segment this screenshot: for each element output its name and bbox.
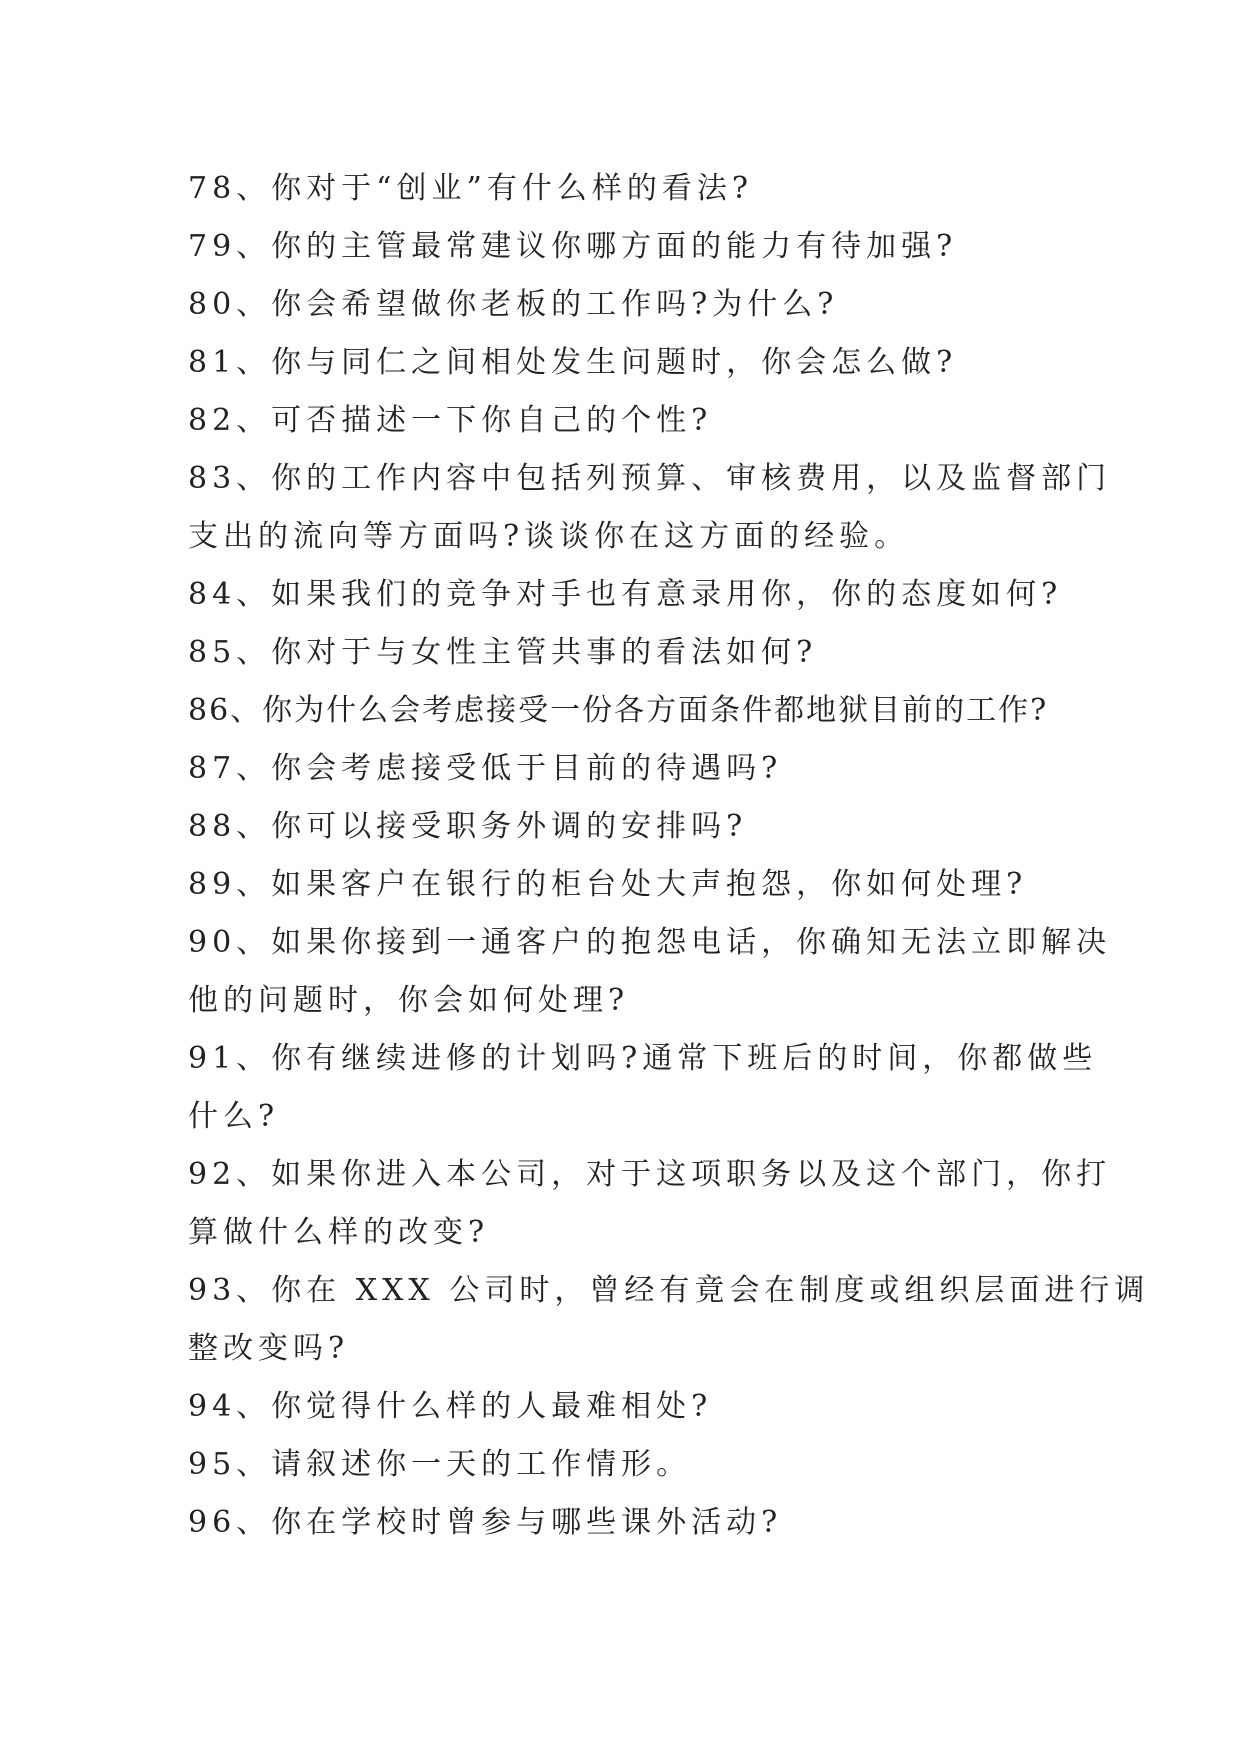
text-line: 95、请叙述你一天的工作情形。 <box>188 1447 692 1482</box>
text-line: 96、你在学校时曾参与哪些课外活动? <box>188 1505 783 1540</box>
text-line: 86、你为什么会考虑接受一份各方面条件都地狱目前的工作? <box>188 693 1049 728</box>
text-line: 81、你与同仁之间相处发生问题时，你会怎么做? <box>188 345 958 380</box>
text-line: 90、如果你接到一通客户的抱怨电话，你确知无法立即解决 <box>188 925 1112 960</box>
question-list <box>188 160 1150 1552</box>
text-line: 88、你可以接受职务外调的安排吗? <box>188 809 748 844</box>
text-line: 91、你有继续进修的计划吗?通常下班后的时间，你都做些 <box>188 1041 1098 1076</box>
text-line: 79、你的主管最常建议你哪方面的能力有待加强? <box>188 229 958 264</box>
text-line: 80、你会希望做你老板的工作吗?为什么? <box>188 287 839 322</box>
text-line: 支出的流向等方面吗?谈谈你在这方面的经验。 <box>188 519 910 554</box>
text-line: 他的问题时，你会如何处理? <box>188 983 630 1018</box>
text-line: 整改变吗? <box>188 1331 350 1366</box>
text-line: 92、如果你进入本公司，对于这项职务以及这个部门，你打 <box>188 1157 1112 1192</box>
text-line: 87、你会考虑接受低于目前的待遇吗? <box>188 751 783 786</box>
text-line: 85、你对于与女性主管共事的看法如何? <box>188 635 818 670</box>
text-line: 93、你在 XXX 公司时，曾经有竟会在制度或组织层面进行调 <box>188 1273 1150 1308</box>
text-line: 82、可否描述一下你自己的个性? <box>188 403 713 438</box>
text-line: 89、如果客户在银行的柜台处大声抱怨，你如何处理? <box>188 867 1028 902</box>
text-line: 83、你的工作内容中包括列预算、审核费用，以及监督部门 <box>188 461 1112 496</box>
text-line: 84、如果我们的竞争对手也有意录用你，你的态度如何? <box>188 577 1063 612</box>
text-line: 94、你觉得什么样的人最难相处? <box>188 1389 713 1424</box>
text-line: 算做什么样的改变? <box>188 1215 490 1250</box>
text-line: 78、你对于“创业”有什么样的看法? <box>188 171 753 206</box>
text-line: 什么? <box>188 1099 280 1134</box>
